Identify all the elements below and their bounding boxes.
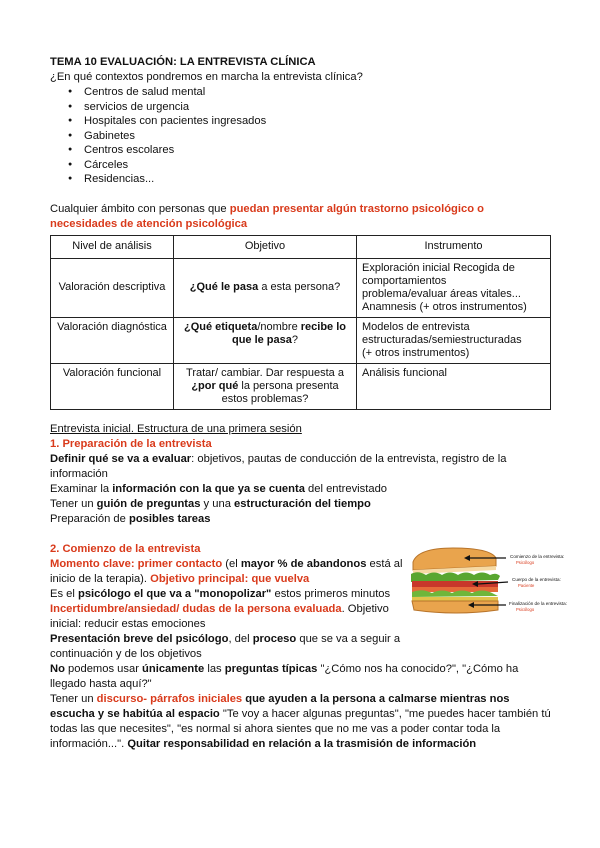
sandwich-sub-3: Psicólogo bbox=[516, 607, 535, 612]
s2-line: No podemos usar únicamente las preguntas típicas "¿Cómo nos ha conocido?", "¿Cómo ha bbox=[50, 662, 519, 675]
table-cell-instrumento: Análisis funcional bbox=[357, 363, 551, 409]
s1-line: Tener un guión de preguntas y una estructuración del tiempo bbox=[50, 497, 371, 510]
s2-line: Momento clave: primer contacto (el mayor % de abandonos está al bbox=[50, 557, 403, 570]
sesion-heading: Entrevista inicial. Estructura de una primera sesión bbox=[50, 422, 302, 435]
s2-line: inicio de la terapia). Objetivo principal: que vuelva bbox=[50, 572, 310, 585]
sandwich-sub-2: Paciente bbox=[518, 583, 535, 588]
table-cell-nivel: Valoración funcional bbox=[51, 363, 174, 409]
s1-line: Definir qué se va a evaluar: objetivos, pautas de conducción de la entrevista, registro de la bbox=[50, 452, 507, 465]
ambito-line-1 bbox=[50, 202, 560, 217]
section-1-heading: 1. Preparación de la entrevista bbox=[50, 437, 212, 450]
contexts-list bbox=[50, 85, 560, 187]
s2-line: escucha y se habitúa al espacio "Te voy a hacer algunas preguntas", "me puedes hacer también tú bbox=[50, 707, 551, 720]
table-cell-nivel: Valoración diagnóstica bbox=[51, 317, 174, 363]
table-cell-instrumento: Exploración inicial Recogida de comportamientos problema/evaluar áreas vitales... Anamnesis (+ otros instrumentos) bbox=[357, 258, 551, 317]
ambito-highlight-cont: necesidades de atención psicológica bbox=[50, 217, 248, 230]
ambito-prefix: Cualquier ámbito con personas que bbox=[50, 202, 230, 215]
s2-line: continuación y de los objetivos bbox=[50, 647, 202, 660]
s2-line: inicial: reducir estas emociones bbox=[50, 617, 206, 630]
list-item: ● Centros escolares bbox=[72, 143, 560, 158]
page-title: TEMA 10 EVALUACIÓN: LA ENTREVISTA CLÍNICA bbox=[50, 56, 316, 68]
s2-line: todas las que necesites", "es normal si ahora sientes que no me vas a poder contar toda la bbox=[50, 722, 501, 735]
table-header: Objetivo bbox=[174, 235, 357, 258]
ambito-highlight: puedan presentar algún trastorno psicológico o bbox=[229, 202, 484, 215]
s2-line: llegado hasta aquí?" bbox=[50, 677, 152, 690]
s2-line: Presentación breve del psicólogo, del proceso que se va a seguir a bbox=[50, 632, 401, 645]
section-2-heading: 2. Comienzo de la entrevista bbox=[50, 542, 201, 555]
sandwich-label-3: Finalización de la entrevista: bbox=[509, 601, 567, 606]
list-item: ● Hospitales con pacientes ingresados bbox=[72, 114, 560, 129]
table-row bbox=[51, 363, 551, 409]
document-page bbox=[50, 55, 560, 752]
table-cell-objetivo: ¿Qué le pasa a esta persona? bbox=[174, 258, 357, 317]
list-item: ● Centros de salud mental bbox=[72, 85, 560, 100]
table-header: Nivel de análisis bbox=[51, 235, 174, 258]
list-item: ● servicios de urgencia bbox=[72, 100, 560, 115]
table-header: Instrumento bbox=[357, 235, 551, 258]
sandwich-label-1: Comienzo de la entrevista: bbox=[510, 554, 565, 559]
s1-line: Examinar la información con la que ya se cuenta del entrevistado bbox=[50, 482, 388, 495]
table-cell-instrumento: Modelos de entrevista estructuradas/semiestructuradas (+ otros instrumentos) bbox=[357, 317, 551, 363]
ambito-line-2 bbox=[50, 217, 560, 232]
list-item: ● Residencias... bbox=[72, 172, 560, 187]
list-item: ● Gabinetes bbox=[72, 129, 560, 144]
sandwich-label-2: Cuerpo de la entrevista: bbox=[512, 577, 561, 582]
table-cell-objetivo: Tratar/ cambiar. Dar respuesta a ¿por qué la persona presenta estos problemas? bbox=[174, 363, 357, 409]
table-cell-nivel: Valoración descriptiva bbox=[51, 258, 174, 317]
list-item: ● Cárceles bbox=[72, 158, 560, 173]
sandwich-sub-1: Psicólogo bbox=[516, 560, 535, 565]
s2-line: Es el psicólogo el que va a "monopolizar" estos primeros minutos bbox=[50, 587, 391, 600]
table-row bbox=[51, 258, 551, 317]
s2-line: Incertidumbre/ansiedad/ dudas de la persona evaluada. Objetivo bbox=[50, 602, 389, 615]
s2-line: Tener un discurso- párrafos iniciales que ayuden a la persona a calmarse mientras nos bbox=[50, 692, 510, 705]
s1-line: Preparación de posibles tareas bbox=[50, 512, 211, 525]
table-header-row bbox=[51, 235, 551, 258]
evaluation-table bbox=[50, 235, 551, 410]
table-row bbox=[51, 317, 551, 363]
s2-line: información...". Quitar responsabilidad en relación a la trasmisión de información bbox=[50, 737, 477, 750]
table-cell-objetivo: ¿Qué etiqueta/nombre recibe lo que le pasa? bbox=[174, 317, 357, 363]
sandwich-illustration bbox=[408, 544, 583, 624]
s1-line: información bbox=[50, 467, 108, 480]
contexts-question: ¿En qué contextos pondremos en marcha la entrevista clínica? bbox=[50, 71, 363, 83]
